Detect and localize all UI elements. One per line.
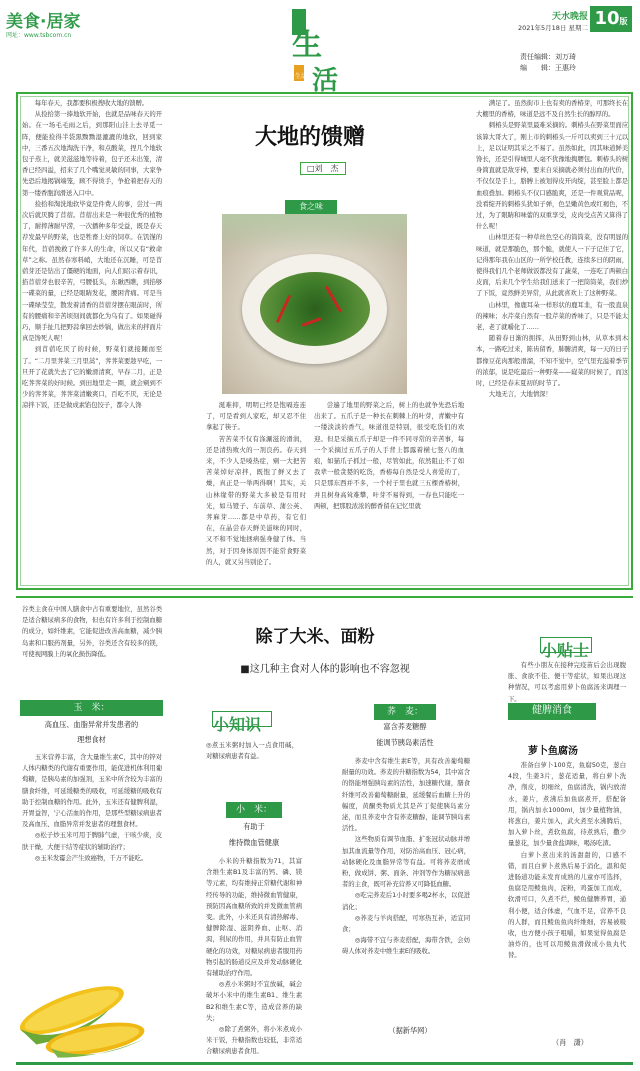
corn-image [20, 958, 155, 1058]
source: （据新华网） [388, 1026, 432, 1035]
paragraph: 涎难抑，明明已经是饱嗝连连了，可是看到人家吃，却又忍不住拿起了筷子。 [206, 401, 306, 432]
tips-text: ◎煮玉米粥时加入一点食用碱，对糖尿病患者有益。 [206, 741, 298, 761]
recipe-body [508, 760, 626, 962]
paragraph: 小米的升糖指数为71，其富含维生素B1及丰富的钙、磷、镁等元素，均有维持正常糖代谢和神经传导的功能，维持微血管健康，预防因高血糖所致的并发微血管病变。此外，小米还具有清热解毒、健脾除湿、滋阴养血、止呕、消渴，利尿的作用，并具有防止血管硬化的功效，对糖尿病患者服用药物引起的肠道反应及并发动脉硬化有辅助治疗作用。 [206, 857, 302, 978]
bottom-rule [16, 1062, 633, 1065]
buckwheat-heading-box: 荞 麦： [374, 704, 436, 720]
food-tag: 食之味 [285, 200, 337, 214]
paragraph: 刺椿头是野菜里最难采摘的。刺椿头在野菜里面应该算大哥大了，刚上市的刺椿头一斤可以卖到三十元以上，足以证明其采之不易了。虽然如此，因其味道鲜美馋长，还是引得城里人毫不犹豫地掏腰包。刺椿头的树身简直就是敌牙棒，要来自采摘就必须付出血的代价，不仅仅是手上，胳膊上被划得皮开肉绽，甚至脸上都是血痕叠加。刺椿头不仅口感脆爽，还是一件观赏品呢，没看绽开的刺椿头犹如子弹，色呈嫩黄色或红褐色，不过，为了眼睛和味蕾的双重享受，皮肉受点苦又算得了什么呢！ [476, 121, 628, 231]
intro-text: 谷类主食在中国人膳食中占有重要地位，虽然谷类是适合糖尿病多的食物，但也有许多利于控制血糖的成分，如纤维素，它能促进改善高血糖，减少胰岛素和口服药剂量，另外，谷类还含有较多的镁，可使视网膜上的氧化损伤降低。 [22, 605, 162, 658]
paragraph: ◎除了煮粥外，将小米煮成小米干饭，升糖指数也较低，非常适合糖尿病患者食用。 [206, 1025, 302, 1056]
paragraph: 每年春天，我都要积极搜收大地的馈赠。 [34, 99, 149, 107]
editors [520, 52, 576, 74]
millet-subheading-2: 维持微血管健康 [228, 838, 280, 847]
byline: □刘 杰 [300, 162, 346, 175]
paragraph: 山林里，像鹿耳朵一样形状的鹿耳韭，有一股直泉的辣味；水芹菜自然有一股芹菜的香味了，只是不能太老，老了就嚼化了…… [476, 300, 628, 332]
paragraph: 从捡拾第一捧地软开始，也就是品味春天的开始。在一场毛毛雨之后，到那阳山洼上去寻觅一阵，便能捡得半袋黑黝黝湿漉漉的地软，回到家中，三番五次地淘洗干净，和点酸菜，捏几个地软包子蒸上，就美滋滋地等待着，包子还未出笼，清香已经四溢，招来了几个嘴觉灵敏的同事，大家争先恐后地揭锅端笼，顾不得烫手，争抢着把春天的第一缕香胞润滑送入口中。 [22, 110, 162, 197]
corn-heading-box: 玉 米： [20, 700, 163, 716]
fern-dish [260, 272, 370, 346]
sidebar-tips-box: 小贴士 [540, 637, 592, 653]
life-logo-char-1: 生 [292, 28, 322, 63]
recipe-title: 萝卜鱼腐汤 [528, 746, 578, 757]
tips-box: 小知识 [212, 711, 272, 727]
article-col-3 [314, 400, 464, 512]
paragraph: 大地无言，大地情深！ [488, 390, 552, 399]
article-col-4 [476, 98, 628, 400]
buckwheat-body [342, 756, 470, 958]
life-logo-small: 生活 [295, 73, 308, 80]
paragraph: ◎玉米发霉会产生致癌物，千万不能吃。 [34, 853, 148, 862]
corn-subheading-1: 高血压、血脂异常并发患者的 [44, 720, 139, 729]
article2-title: 除了大米、面粉 [255, 627, 375, 647]
article2-subtitle: ■这几种主食对人体的影响也不容忽视 [240, 664, 410, 675]
paragraph: ◎海带不宜与荞麦搭配，海带含铁，会妨碍人体对荞麦中维生素E的吸收。 [342, 936, 470, 956]
paragraph: 白萝卜煮出来的汤甜甜的，口感不错，而且白萝卜煮熟后易于消化，温和促进肠道功能未发育成熟的儿童亦可选择，鱼腐是用鲮鱼肉，淀粉，鸡蛋加工而成，软滑可口，久煮不烂，鲮鱼健脾养胃，通利小便，适合体虚，气血不足，营养不良的人群，而且鲮鱼鱼肉纤维细，容易被吸收，也方便小孩子咀嚼，如果觉得鱼腐是油炸的，也可以用鲮鱼滑做成小鱼丸代替。 [508, 850, 626, 960]
article-title: 大地的馈赠 [254, 125, 365, 150]
section-divider [16, 596, 633, 598]
corn-subheading-2: 理想食材 [77, 735, 106, 744]
section-website: 网址：www.tsbcom.cn [6, 32, 72, 39]
paragraph: 尝遍了地里的野菜之后，树上的也就争先恐后地出来了。五爪子是一种长在刺棘上的叶芽，青嫩中有一缕淡淡的香气，味道很是特别，很受吃货们的欢迎。但是采摘五爪子却是一件不同寻常的辛苦事，每一个采摘过五爪子的人手背上都露着横七竖八的血痕，如猫爪子抓过一般，尽管如此，依然阻止不了如我辈一般贪婪的吃货，香椿每自然是受人喜爱的了，只是那东西并不多，一个村子里也就三五棵香椿树，并且树身高耸难攀，叶芽不易得到，一春也只能吃一两顿，把那股浓浓的醉香留在记忆里就 [314, 401, 464, 510]
life-logo-char-2: 活 [312, 66, 339, 93]
paragraph: 山林里还有一种草丝色空心的筒筒菜，没有明显的味道，就是那脆色，那个脆，就使人一下子记住了它，记得那年我在山区的一所学校任教，连续多日的阴雨，使得我们几个老师做饭都没有了蔬菜，一连吃了两顿白皮面，后来几个学生给我们送来了一把筒筒菜，我们炒了下饭，竟然鲜美异常，从此就喜欢上了这种野菜。 [476, 233, 628, 298]
millet-heading-box: 小 米： [226, 802, 282, 818]
paragraph: 准备白萝卜100克，鱼腐50克，葱白4段，生姜3片，葱花适量，将白萝卜洗净，削皮，切细丝，鱼腐清洗，锅内放清水，姜片，煮沸后加鱼腐煮开，搭配备用，锅内加水1000ml，加少量植物油，将葱白，姜片加入，武火煮至水沸腾后，加入萝卜丝，煮软鱼腐，待煮熟后，撒少量葱花，加少量食盐调味，喝汤吃渣。 [508, 761, 626, 848]
article-col-1 [22, 98, 162, 412]
millet-subheading-1: 有助于 [243, 822, 265, 831]
recipe-author: （肖 潇） [552, 1038, 588, 1047]
buckwheat-subheading-2: 能调节胰岛素活性 [376, 738, 434, 747]
paragraph: ◎煮小米粥时不宜放碱，碱会破坏小米中的维生素B1、维生素B2和维生素C等，造成营养的缺失； [206, 980, 302, 1022]
editor: 编 辑：王惠玲 [520, 64, 576, 72]
paragraph: ◎松子炒玉米可用于脾肺气虚，干咳少痰，皮肤干燥，大便干结等症状的辅助治疗； [22, 831, 162, 851]
food-photo [222, 214, 407, 394]
editor-in-charge: 责任编辑：刘万琦 [520, 53, 576, 61]
paragraph: 捡拾和淘洗地软毕竟是件费人的事，尝过一两次后就厌腾了苜蓿。苜蓿出来是一种很优秀的植物了，耐摔薄耐早涝，一次播种多年受益，既是春天荐发最早的野菜，也是牲畜上好的饲草。在饥馑的年代，苜蓿挽救了许多人的生命，所以又有“救命草”之称。虽然春寒料峭，大地还在沉睡，可是苜蓿芽还是钻出了僵硬的地面，向人们昭示着春讯，掐苜蓿芽也很辛苦，弓腰低头，东瞅西瞧，到掐够一碟菜的量，已经是眼睛发花，腰困背痛。可是当一碟绿莹莹，散发着清香的苜蓿芽摆在眼前时，所有的腰痛和辛苦顷刻间就都化为乌有了。如果碰得巧，顺手扯几把野蒜拿回去炒锅，做出来的拌面片真是馋死人呢！ [22, 199, 162, 343]
section-title: 美食·居家 [6, 12, 81, 32]
buckwheat-subheading-1: 富含荞麦糖醇 [383, 722, 427, 731]
paragraph: 苦苦菜不仅有涤涮滋的滑润，还是清热败火的一剂良药。春天到来，不少人是嗓热症，剜一大把苦苦菜焯好凉拌，既饱了鲜又去了燥，真正是一举两得啊！其实，关山林缘带的野菜大多被是有用时光，如马镫子、车前草、蒲公英、荠麻芽……都是中草药，有它们在，在晶尝春天鲜美滋味的同时，又不和不觉地拯病强身健了体。当然，对于因身体原因不能常食野菜的人，就又另当别论了。 [206, 434, 306, 566]
page-number: 10版 [590, 6, 632, 32]
corn-body [22, 752, 162, 864]
paragraph: ◎吃完荞麦后1小时要多喝2杯水，以促进消化； [342, 891, 470, 911]
life-logo [290, 3, 345, 93]
paragraph: 随着春日渐的拥挥，从田野到山林，从草本到木本，一路吃过来，陈齿留香，肺腑清爽，每一天的日子都像豆花肉那般滑溜，不知不觉中，空气里充溢着季节的浓郁，说是吃最后一种野菜——嶷菜的时候了，而这时，已经是春末夏初的时节了。 [476, 334, 628, 388]
paragraph: 玉米营养丰富，含大量维生素C，其中的锌对人体内糖类的代谢有重要作用，能促进机体利用葡萄糖，是胰岛素的加强剂，玉米中所含较为丰富的膳食纤维，可延缓糖类的吸收，可延缓糖的吸收有助于控制血糖的作用。此外，玉米还有健脾利湿，开胃益智，宁心活血的作用，是那些型糖尿病患者及高血压、血脂异常并发患者的理想食材。 [22, 753, 162, 829]
paper-name: 天水晚报 [551, 12, 588, 22]
paragraph: 到苜蓿吃厌了的时候，野菜们就接踵而至了。“二月里荠菜三月里蒿”，荠荠菜要趁早吃，一旦开了花就失去了它的嫩滑清爽，早春二月，正是吃荠荠菜的好时候。到田地里走一圈，就会剜到不少的荠荠菜，荠荠菜清嫩爽口，百吃不厌，无论是凉拌下饭，还是做成素馅包饺子，都令人馋 [22, 345, 162, 410]
article-col-2 [206, 400, 306, 568]
health-heading-box: 健脾消食 [508, 703, 596, 720]
paragraph: ◎荞麦与羊肉搭配，可寒热互补，适宜同食； [342, 913, 470, 934]
paragraph: 满足了。虽然街市上也有卖的香椿芽，可那终长在大棚里的香椿，味道是远不及自然生长的醇厚的。 [476, 99, 628, 119]
paragraph: 荞麦中含有维生素E等，具有改善葡萄糖耐量的功效。荞麦的升糖指数为54，其中富含的铬能增强胰岛素的活性，加速糖代谢，膳食纤维可改善葡萄糖耐量，延缓餐后血糖上升的幅度，黄酮类物质尤其是芦丁促使胰岛素分泌，而且荞麦中含有荞麦糖醇，能调节胰岛素活性。 [342, 757, 470, 833]
sidebar-text: 有些小朋友在接种完疫苗后会出现腹胀、食欲不佳、便干等症状，如果出现这种情况，可以考虑用萝卜鱼腐汤来调理一下。 [508, 661, 626, 703]
issue-date: 2021年5月18日 星期二 [517, 24, 588, 32]
millet-body [206, 856, 302, 1058]
paragraph: 这些物质有调节血脂、扩张冠状动脉并增加其血流量等作用，对防治高血压、冠心病，动脉硬化及血脂异常等有益。可将荞麦磨成粉，做成饼、粥、面条、冲剂等作为糖尿病患者的主食，既可补充营养又可降低血糖。 [342, 835, 470, 889]
background-foliage [222, 214, 407, 254]
